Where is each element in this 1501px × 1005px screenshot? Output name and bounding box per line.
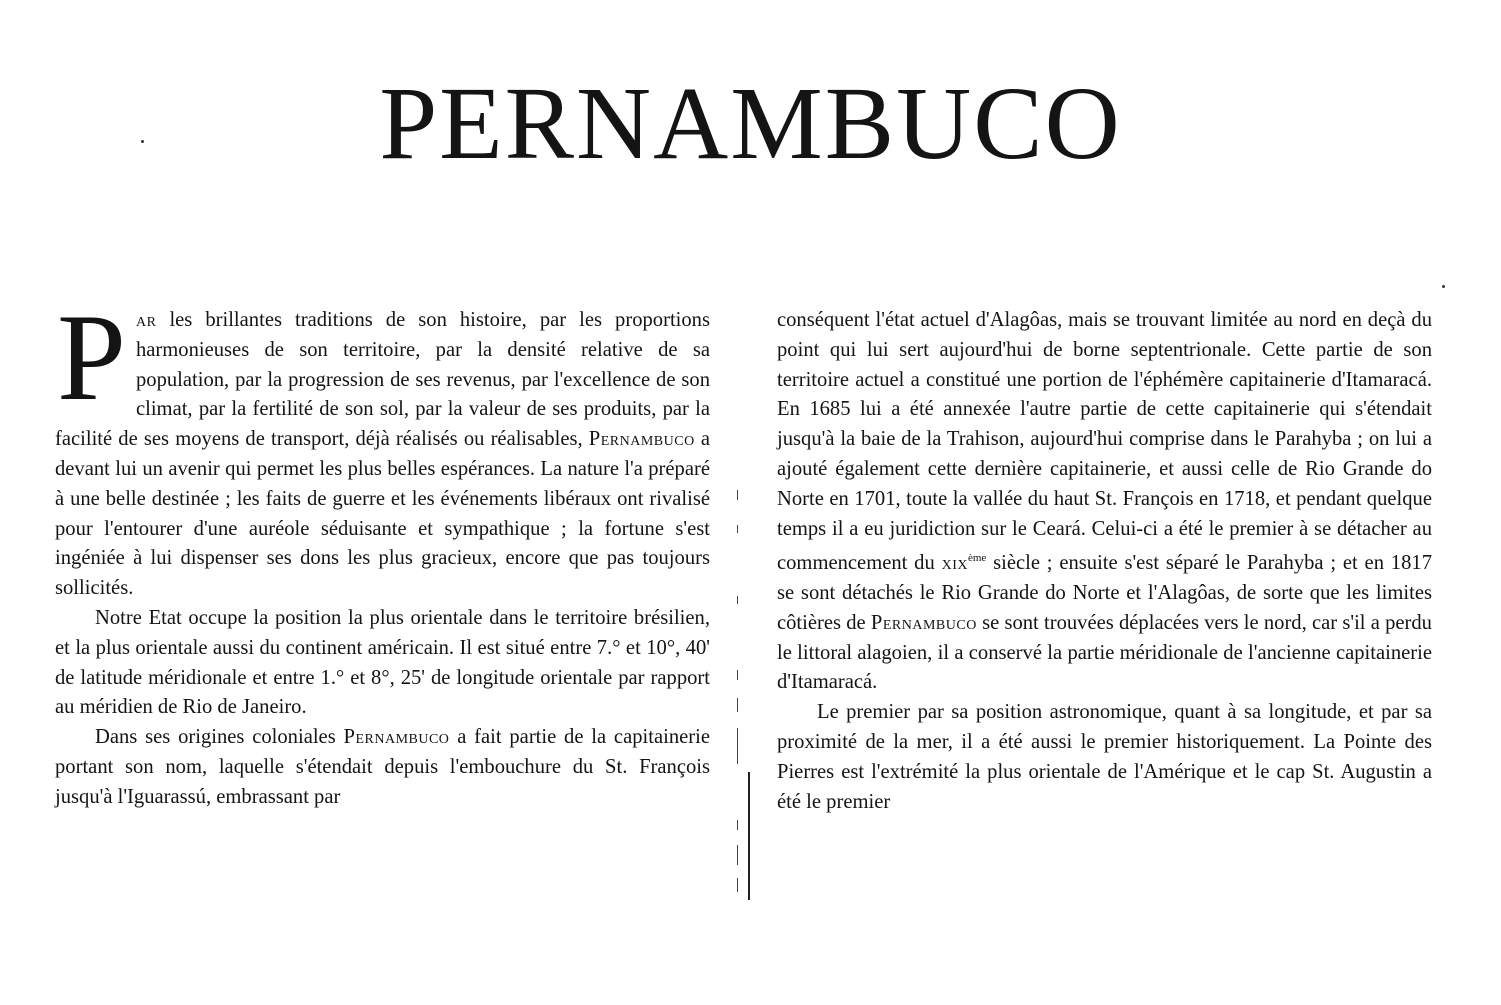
paragraph-text: a fait partie de la capitainerie portant son nom, laquelle s'étendait depuis l'embouchure du St. François jusqu'à l'Iguarassú, embrassant par	[55, 726, 710, 808]
state-name-small-caps: Pernambuco	[870, 611, 977, 634]
origins-paragraph	[55, 723, 710, 812]
paragraph-text: Dans ses origines coloniales	[95, 726, 344, 749]
gutter-mark	[737, 596, 738, 604]
gutter-mark	[737, 670, 738, 680]
drop-cap: P	[57, 289, 126, 426]
page-title: PERNAMBUCO	[379, 66, 1122, 181]
century-superscript: ème	[967, 552, 987, 565]
opening-paragraph	[55, 289, 710, 604]
paragraph-text: conséquent l'état actuel d'Alagôas, mais se trouvant limitée au nord en deçà du point qui lui sert aujourd'hui de borne septentrionale. Cette partie de son territoire actuel a constitué une portion de l'éphémère capitainerie d'Itamaracá. En 1685 lui a été annexée l'autre partie de cette capitainerie qui s'étendait jusqu'à la baie de la Trahison, aujourd'hui comprise dans le Parahyba ; on lui a ajouté également cette dernière capitainerie, et aussi celle de Rio Grande do Norte en 1701, toute la vallée du haut St. François en 1718, et pendant quelque temps il a eu juridiction sur le Ceará. Celui-ci a été le premier à se détacher au commencement du	[777, 309, 1432, 575]
century-small-caps: xix	[941, 552, 968, 575]
gutter-mark	[737, 845, 738, 865]
state-name-small-caps: Pernambuco	[343, 726, 450, 749]
paragraph-text: les brillantes traditions de son histoire, par les proportions harmonieuses de son territoire, par la densité relative de sa population, par la progression de ses revenus, par l'excellence de son climat, par la fertilité de son sol, par la valeur de ses produits, par la facilité de ses moyens de transport, déjà réalisés ou réalisables,	[55, 309, 710, 451]
gutter-rule	[748, 772, 750, 900]
gutter-mark	[737, 698, 738, 712]
left-column	[55, 289, 710, 813]
paragraph-text: a devant lui un avenir qui permet les plus belles espérances. La nature l'a préparé à une belle destinée ; les faits de guerre et les événements libéraux ont rivalisé pour l'entourer d'une auréole séduisante et sympathique ; la fortune s'est ingéniée à lui dispenser ses dons les plus gracieux, encore que pas toujours sollicités.	[55, 428, 710, 600]
gutter-mark	[737, 878, 738, 892]
scan-speck	[1442, 285, 1445, 288]
lead-small-caps: ar	[135, 309, 157, 331]
gutter-mark	[737, 728, 738, 764]
state-name-small-caps: Pernambuco	[588, 428, 695, 451]
paragraph-text: se sont trouvées déplacées vers le nord, car s'il a perdu le littoral alagoien, il a conservé la partie méridionale de l'ancienne capitainerie d'Itamaracá.	[777, 611, 1432, 694]
position-paragraph: Notre Etat occupe la position la plus orientale dans le territoire brésilien, et la plus orientale aussi du continent américain. Il est situé entre 7.° et 10°, 40' de latitude méridionale et entre 1.° et 8°, 25' de longitude orientale par rapport au méridien de Rio de Janeiro.	[55, 606, 710, 719]
astronomic-paragraph: Le premier par sa position astronomique, quant à sa longitude, et par sa proximité de la mer, il a été aussi le premier historiquement. La Pointe des Pierres est l'extrémité la plus orientale de l'Amérique et le cap St. Augustin a été le premier	[777, 701, 1432, 813]
gutter-mark	[737, 820, 738, 830]
scan-speck	[141, 140, 144, 143]
continued-paragraph	[777, 306, 1432, 698]
right-column	[777, 306, 1432, 817]
gutter-mark	[737, 525, 738, 533]
gutter-mark	[737, 490, 738, 500]
paragraph-text: siècle ; ensuite s'est séparé le Parahyba ; et en 1817 se sont détachés le Rio Grande do Norte et l'Alagôas, de sorte que les limites côtières de	[777, 552, 1432, 634]
